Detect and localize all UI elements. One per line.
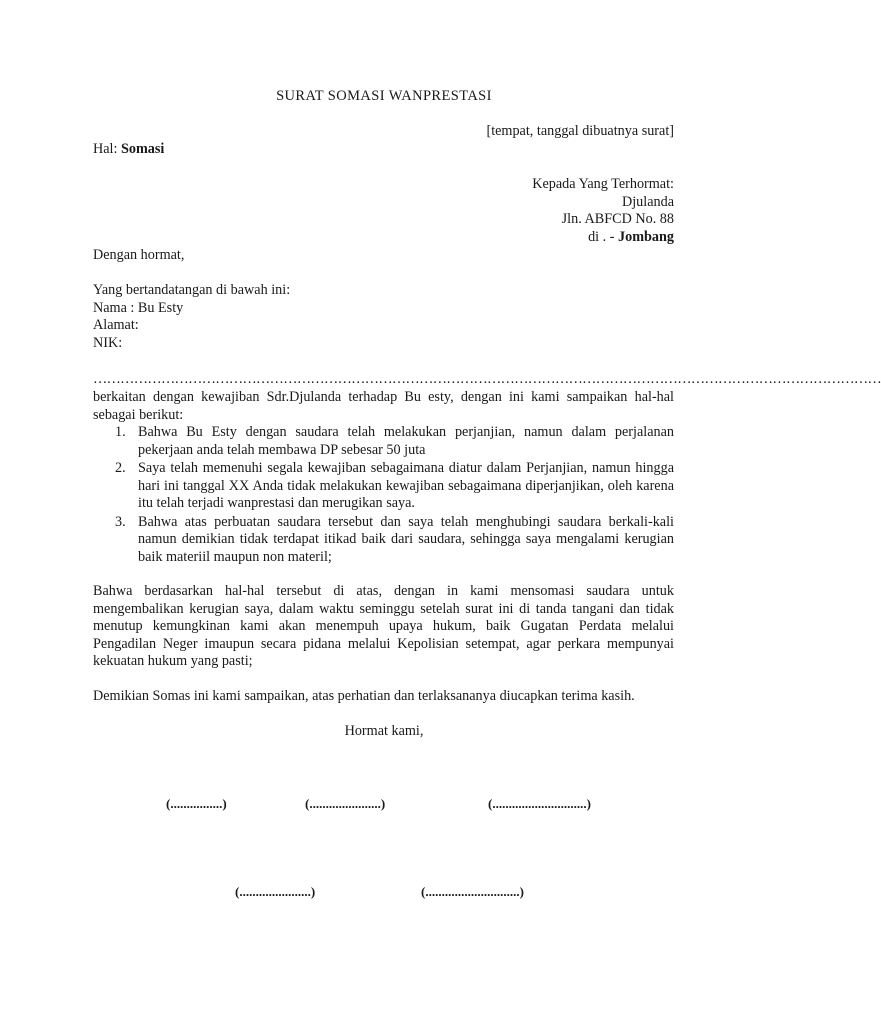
recipient-name: Djulanda xyxy=(621,193,674,210)
regards: Hormat kami, xyxy=(344,723,424,739)
list-number: 2. xyxy=(115,460,126,476)
subject-line xyxy=(93,141,164,159)
list-text: Bahwa atas perbuatan saudara tersebut dan saya telah menghubingi saudara berkali-kali namun demikian tidak terdapat itikad baik dari saudara, sehingga saya mengalami kerugian baik materiil maupun non materil; xyxy=(138,513,674,565)
points-list xyxy=(93,424,674,566)
list-item xyxy=(93,460,674,513)
place-date: [tempat, tanggal dibuatnya surat] xyxy=(486,123,674,139)
salutation: Dengan hormat, xyxy=(93,247,185,263)
subject-label: Hal: xyxy=(93,141,118,157)
signature-slot: (......................) xyxy=(305,796,386,811)
list-number: 1. xyxy=(115,424,126,440)
recipient-address: Jln. ABFCD No. 88 xyxy=(561,211,674,227)
signer-intro: Yang bertandatangan di bawah ini: xyxy=(93,282,291,298)
signer-block xyxy=(93,282,290,352)
identity-alamat: Alamat: xyxy=(93,317,139,333)
signature-slot: (................) xyxy=(166,796,227,811)
signature-slot: (.............................) xyxy=(488,796,591,811)
demand-paragraph: Bahwa berdasarkan hal-hal tersebut di atas, dengan in kami mensomasi saudara untuk mengembalikan kerugian saya, dalam waktu seminggu setelah surat ini di tanda tangani dan tidak menutup kemungkinan kami akan menempuh upaya hukum, baik Gugatan Perdata melalui Pengadilan Neger imaupun secara pidana melalui Kepolisian setempat, agar perkara mempunyai kekuatan hukum yang pasti; xyxy=(93,583,674,669)
list-text: Bahwa Bu Esty dengan saudara telah melakukan perjanjian, namun dalam perjalanan pekerjaan anda telah membawa DP sebesar 50 juta xyxy=(138,424,674,458)
recipient-city-prefix: di . - xyxy=(588,228,615,245)
list-number: 3. xyxy=(115,513,126,530)
intro-paragraph: berkaitan dengan kewajiban Sdr.Djulanda terhadap Bu esty, dengan ini kami sampaikan hal-hal sebagai berikut: xyxy=(93,389,674,423)
recipient-block xyxy=(532,176,674,246)
subject-value: Somasi xyxy=(120,141,165,157)
signature-slot: (......................) xyxy=(235,884,316,899)
list-item xyxy=(93,514,674,567)
closing-sentence: Demikian Somas ini kami sampaikan, atas perhatian dan terlaksananya diucapkan terima kasih. xyxy=(93,688,635,704)
recipient-city: Jombang xyxy=(618,228,674,245)
dotted-separator: ………………………………………………………………………………………………………………………………………………………… xyxy=(93,371,881,387)
letter-title: SURAT SOMASI WANPRESTASI xyxy=(276,88,492,104)
recipient-greeting: Kepada Yang Terhormat: xyxy=(532,176,674,192)
identity-nik: NIK: xyxy=(93,334,123,351)
recipient-city-line xyxy=(532,229,674,247)
list-text: Saya telah memenuhi segala kewajiban sebagaimana diatur dalam Perjanjian, namun hingga hari ini tanggal XX Anda tidak melakukan kewajiban sebagaimana diperjanjikan, oleh karena itu telah terjadi wanprestasi dan merugikan saya. xyxy=(138,460,674,511)
identity-nama: Nama : Bu Esty xyxy=(93,299,184,316)
signature-slot: (.............................) xyxy=(421,884,524,899)
list-item xyxy=(93,424,674,459)
